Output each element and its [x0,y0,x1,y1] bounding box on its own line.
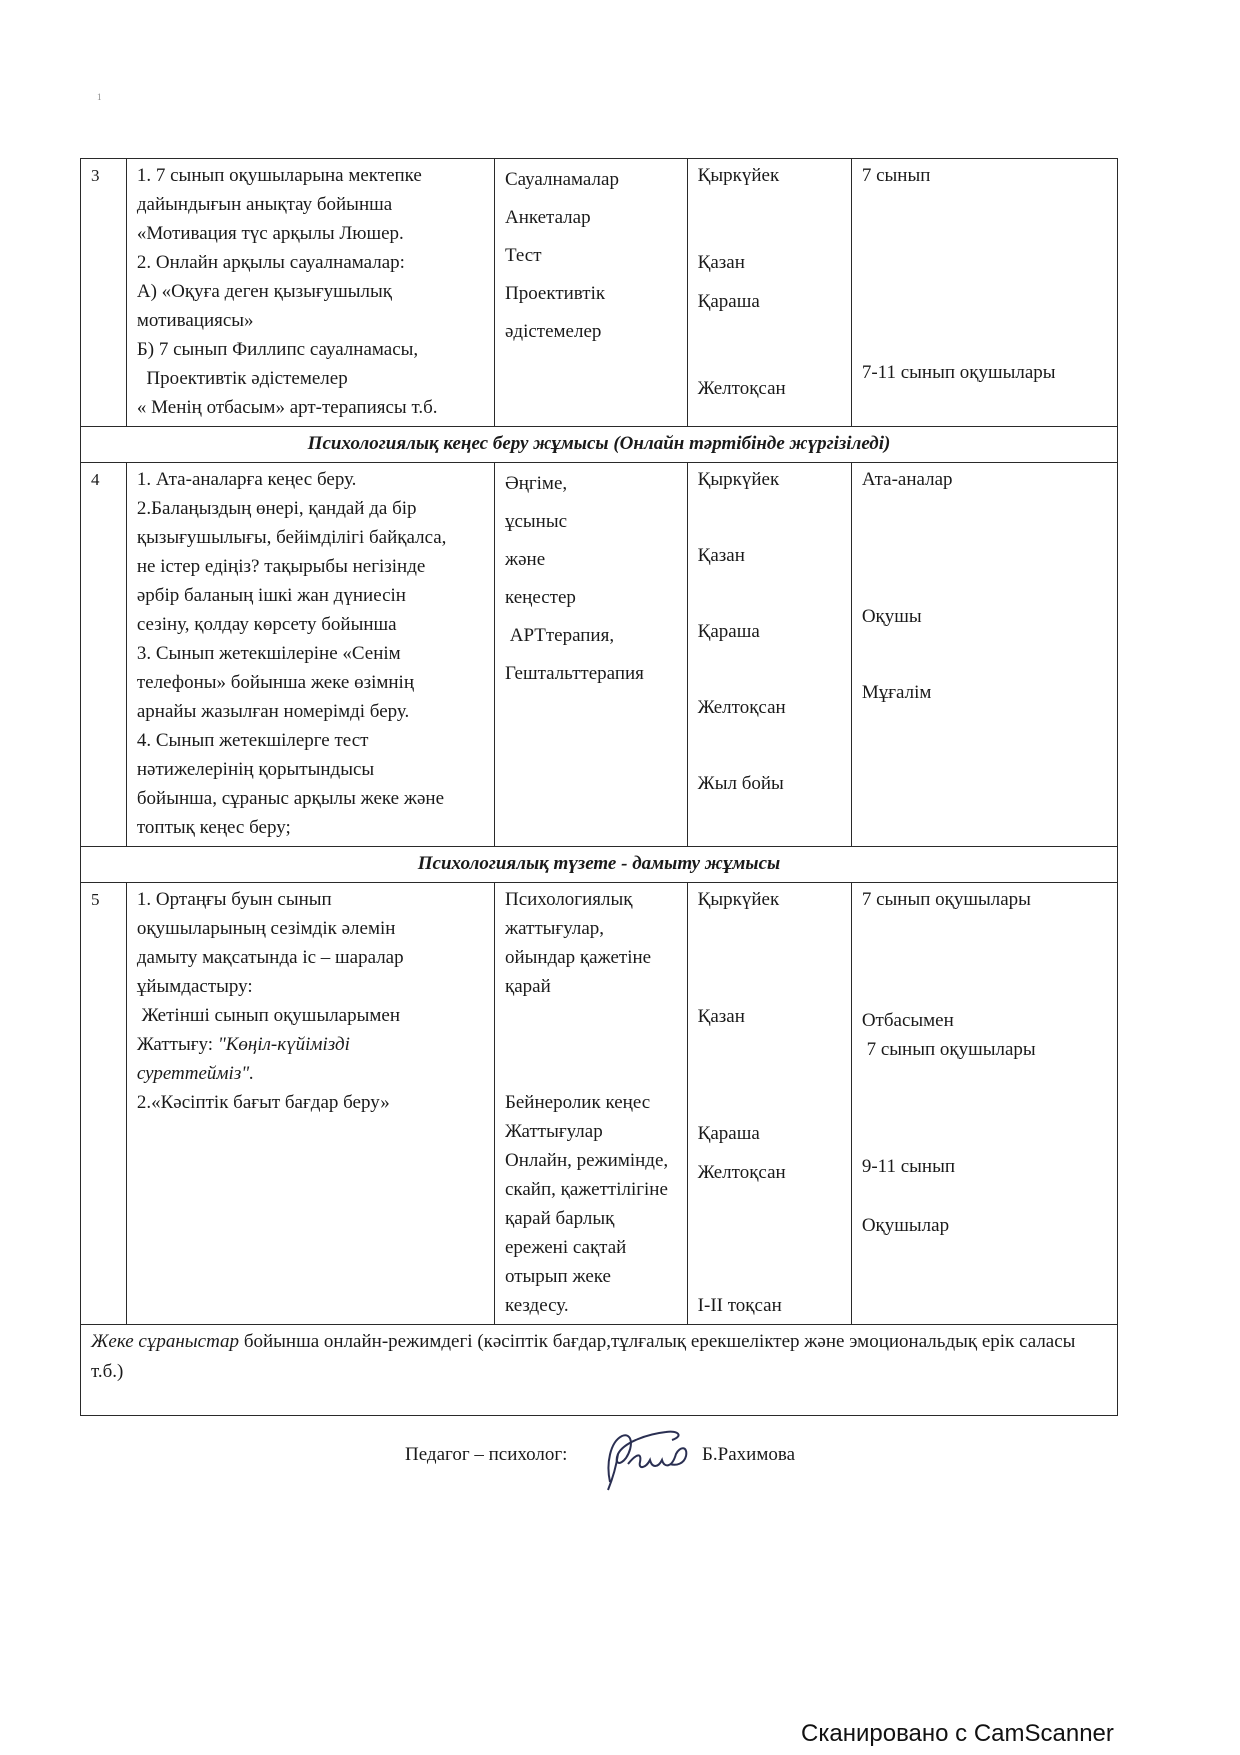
table-row [81,159,1118,427]
method-line: Психологиялық [504,889,633,910]
method-line: қарай [504,976,551,997]
row-number: 3 [81,159,127,427]
activity-line: 1. Ата-аналарға кеңес беру. [136,469,357,490]
method-cell [494,883,687,1325]
time-cell [687,883,851,1325]
activity-line: Проективтік әдістемелер [136,368,348,389]
method-line: скайп, қажеттілігіне [504,1179,668,1200]
handwritten-signature [588,1424,698,1494]
activity-line: әрбір баланың ішкі жан дүниесін [136,585,406,606]
note-text: бойынша онлайн-режимдегі (кәсіптік бағдар,тұлғалық ерекшеліктер және эмоциональдық ерік саласы т.б.) [91,1331,1076,1382]
method-cell [494,159,687,427]
participants-line: 7 сынып оқушылары [861,889,1031,910]
activity-line: сезіну, қолдау көрсету бойынша [136,614,397,635]
activity-cell [126,159,494,427]
participants-line: Отбасымен [861,1010,954,1031]
signatory-name: Б.Рахимова [702,1444,796,1465]
method-cell [494,463,687,847]
activity-line: 2.Балаңыздың өнері, қандай да бір [136,498,417,519]
method-line: кеңестер [504,587,576,608]
method-line: Тест [504,245,542,266]
activity-line: « Менің отбасым» арт-терапиясы т.б. [136,397,438,418]
method-line: әдістемелер [504,321,602,342]
method-line: отырып жеке [504,1266,611,1287]
activity-line: «Мотивация түс арқылы Люшер. [136,223,404,244]
participants-line: 7 сынып [861,165,931,186]
time-line: Қыркүйек [697,469,780,490]
row-number: 5 [81,883,127,1325]
method-line: жаттығулар, [504,918,605,939]
time-line: Қараша [697,291,760,312]
activity-line: суреттейміз". [136,1063,254,1084]
time-line: Желтоқсан [697,697,786,718]
activity-line: 1. Ортаңғы буын сынып [136,889,332,910]
activity-line: нәтижелерінің қорытындысы [136,759,375,780]
section-heading-counseling: Психологиялық кеңес беру жұмысы (Онлайн тәртібінде жүргізіледі) [81,427,1118,463]
individual-requests-note [81,1325,1118,1416]
method-line: Проективтік [504,283,606,304]
time-line: Қыркүйек [697,889,780,910]
activity-line: оқушыларының сезімдік әлемін [136,918,396,939]
time-line: I-II тоқсан [697,1295,782,1316]
method-line: ойындар қажетіне [504,947,652,968]
activity-line: не істер едіңіз? тақырыбы негізінде [136,556,426,577]
participants-cell [851,159,1117,427]
activity-line: 4. Сынып жетекшілерге тест [136,730,369,751]
method-line: ережені сақтай [504,1237,627,1258]
method-line: АРТтерапия, [504,625,615,646]
activity-line: 3. Сынып жетекшілеріне «Сенім [136,643,401,664]
activity-cell [126,463,494,847]
activity-line: Жетінші сынып оқушыларымен [136,1005,401,1026]
time-cell [687,159,851,427]
note-row [81,1325,1118,1416]
method-line: ұсыныс [504,511,568,532]
activity-line: ұйымдастыру: [136,976,253,997]
page-mark: 1 [97,92,102,102]
activity-line: дайындығын анықтау бойынша [136,194,393,215]
table-row [81,463,1118,847]
time-cell [687,463,851,847]
time-line: Қыркүйек [697,165,780,186]
method-line: Жаттығулар [504,1121,603,1142]
activity-line: телефоны» бойынша жеке өзімнің [136,672,415,693]
time-line: Қазан [697,1006,745,1027]
method-line: қарай барлық [504,1208,615,1229]
method-line: Сауалнамалар [504,169,619,190]
method-line: және [504,549,546,570]
time-line: Жыл бойы [697,773,784,794]
time-line: Қараша [697,621,760,642]
table-row [81,883,1118,1325]
note-emphasis: Жеке сұраныстар [91,1331,240,1352]
section-heading-correction: Психологиялық түзете - дамыту жұмысы [81,847,1118,883]
activity-line: бойынша, сұраныс арқылы жеке және [136,788,445,809]
time-line: Қазан [697,252,745,273]
participants-line: 7-11 сынып оқушылары [861,362,1056,383]
activity-line: 1. 7 сынып оқушыларына мектепке [136,165,422,186]
activity-line: Жаттығу: "Көңіл-күйімізді [136,1034,350,1055]
activity-line: дамыту мақсатында іс – шаралар [136,947,404,968]
method-line: Әңгіме, [504,473,568,494]
participants-line: Оқушы [861,606,922,627]
section-header-row [81,847,1118,883]
participants-line: Мұғалім [861,682,932,703]
time-line: Қазан [697,545,745,566]
activity-cell [126,883,494,1325]
method-line: кездесу. [504,1295,569,1316]
activity-line: Б) 7 сынып Филлипс сауалнамасы, [136,339,419,360]
participants-line: 9-11 сынып [861,1156,956,1177]
activity-line: 2.«Кәсіптік бағыт бағдар беру» [136,1092,390,1113]
participants-cell [851,883,1117,1325]
time-line: Желтоқсан [697,1162,786,1183]
time-line: Желтоқсан [697,378,786,399]
activity-line: 2. Онлайн арқылы сауалнамалар: [136,252,405,273]
activity-line: мотивациясы» [136,310,254,331]
signature-label: Педагог – психолог: [405,1444,568,1465]
activity-line: қызығушылығы, бейімділігі байқалса, [136,527,447,548]
participants-cell [851,463,1117,847]
activity-line: А) «Оқуға деген қызығушылық [136,281,393,302]
participants-line: Оқушылар [861,1215,950,1236]
section-header-row [81,427,1118,463]
work-plan-table [80,158,1118,1416]
row-number: 4 [81,463,127,847]
participants-line: Ата-аналар [861,469,953,490]
method-line: Бейнеролик кеңес [504,1092,651,1113]
activity-line: арнайы жазылған номерімді беру. [136,701,410,722]
exercise-title: "Көңіл-күйімізді [217,1034,350,1055]
activity-line: топтық кеңес беру; [136,817,291,838]
participants-line: 7 сынып оқушылары [861,1039,1036,1060]
method-line: Гештальттерапия [504,663,644,684]
scanner-watermark: Сканировано с CamScanner [801,1720,1114,1747]
method-line: Анкеталар [504,207,591,228]
time-line: Қараша [697,1123,760,1144]
method-line: Онлайн, режимінде, [504,1150,669,1171]
